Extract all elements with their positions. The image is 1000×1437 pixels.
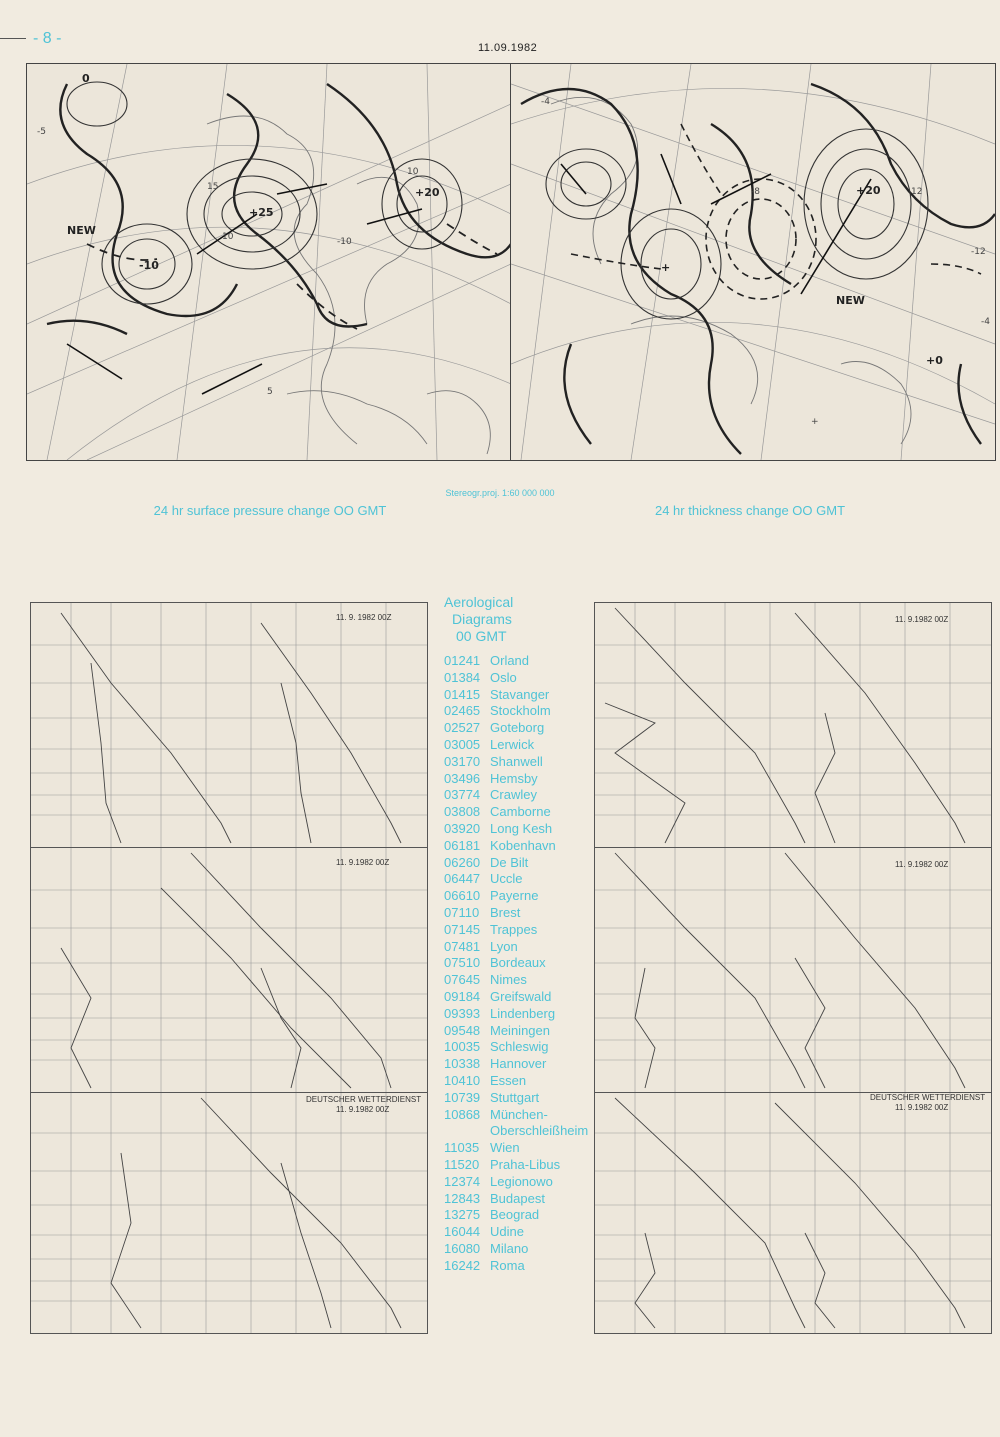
title-line-3: 00 GMT — [456, 628, 507, 644]
aerological-diagram-top-left — [30, 602, 428, 849]
station-row — [444, 720, 588, 737]
station-name: Orland — [490, 653, 530, 668]
station-row — [444, 838, 588, 855]
svg-text:-4: -4 — [541, 97, 550, 107]
station-id: 06260 — [444, 854, 481, 870]
station-name: De Bilt — [490, 854, 529, 870]
station-row — [444, 989, 588, 1006]
aerological-diagram-top-right — [594, 602, 992, 849]
station-row — [444, 1023, 588, 1040]
station-name: Essen — [490, 1072, 527, 1088]
svg-text:12: 12 — [911, 187, 923, 197]
station-id: 12843 — [444, 1190, 481, 1206]
station-row — [444, 871, 588, 888]
station-row — [444, 737, 588, 754]
station-id: 02465 — [444, 703, 481, 719]
svg-text:-4: -4 — [981, 317, 990, 327]
svg-text:+20: +20 — [415, 186, 440, 199]
station-row — [444, 1107, 588, 1124]
station-row — [444, 1157, 588, 1174]
station-name: Hannover — [490, 1056, 547, 1072]
diagram-date-label: 11. 9.1982 00Z — [336, 858, 390, 867]
svg-text:-8: -8 — [751, 187, 760, 197]
station-id: 02527 — [444, 720, 481, 736]
station-row — [444, 787, 588, 804]
svg-text:-12: -12 — [971, 247, 986, 257]
station-id: 11520 — [444, 1156, 480, 1172]
station-id: 13275 — [444, 1207, 481, 1223]
station-id: 16242 — [444, 1257, 481, 1273]
station-name: Schleswig — [490, 1039, 549, 1055]
station-id: 07145 — [444, 921, 481, 937]
diagram-grid — [595, 1093, 991, 1333]
station-row — [444, 804, 588, 821]
aerological-diagram-bottom-right — [594, 1092, 992, 1334]
station-name: Bordeaux — [490, 955, 546, 971]
svg-text:+0: +0 — [926, 354, 943, 367]
station-id: 03005 — [444, 736, 481, 752]
station-row — [444, 1174, 588, 1191]
station-name: Legionowo — [490, 1173, 553, 1189]
station-row — [444, 1006, 588, 1023]
station-row — [444, 855, 588, 872]
station-name: Oslo — [490, 669, 517, 685]
station-name: Roma — [490, 1257, 525, 1273]
station-name: Nimes — [490, 972, 527, 988]
diagram-grid — [595, 848, 991, 1093]
station-name: Hemsby — [490, 770, 538, 786]
diagram-grid — [31, 1093, 427, 1333]
station-name: Uccle — [490, 871, 523, 887]
dwd-label: DEUTSCHER WETTERDIENST — [870, 1093, 986, 1102]
station-name: Beograd — [490, 1207, 540, 1223]
station-list — [444, 653, 588, 1274]
station-row — [444, 922, 588, 939]
station-id: 03496 — [444, 770, 481, 786]
station-name: Praha-Libus — [490, 1156, 561, 1172]
station-name: Lerwick — [490, 736, 535, 752]
station-name: Budapest — [490, 1190, 545, 1206]
station-name: Camborne — [490, 804, 551, 820]
station-row — [444, 1140, 588, 1157]
station-id: 07110 — [444, 904, 480, 920]
station-id: 07645 — [444, 972, 481, 988]
station-row — [444, 1191, 588, 1208]
station-row — [444, 1207, 588, 1224]
title-line-2: Diagrams — [452, 611, 512, 627]
station-name: Stockholm — [490, 703, 551, 719]
svg-text:0: 0 — [82, 72, 90, 85]
svg-text:10: 10 — [222, 232, 234, 242]
station-id: 06610 — [444, 888, 481, 904]
svg-text:+: + — [661, 261, 671, 274]
station-id: 09548 — [444, 1022, 481, 1038]
station-id: 03170 — [444, 753, 481, 769]
right-map-caption: 24 hr thickness change OO GMT — [654, 503, 846, 518]
surface-pressure-change-map — [26, 63, 512, 461]
svg-text:15: 15 — [207, 182, 219, 192]
station-row — [444, 703, 588, 720]
station-id: 16080 — [444, 1240, 481, 1256]
station-row — [444, 1123, 588, 1140]
station-id: 09184 — [444, 988, 481, 1004]
dwd-label: DEUTSCHER WETTERDIENST — [306, 1095, 422, 1104]
aerological-diagram-middle-right — [594, 847, 992, 1094]
svg-text:+25: +25 — [249, 206, 274, 219]
svg-text:-5: -5 — [37, 127, 46, 137]
station-row — [444, 1090, 588, 1107]
station-name: Lindenberg — [490, 1005, 556, 1021]
station-row — [444, 1056, 588, 1073]
station-row — [444, 670, 588, 687]
station-row — [444, 1073, 588, 1090]
station-id: 12374 — [444, 1173, 481, 1189]
station-id: 10739 — [444, 1089, 481, 1105]
station-row — [444, 1258, 588, 1275]
station-id: 06447 — [444, 871, 481, 887]
station-name: Kobenhavn — [490, 837, 556, 853]
station-name: Lyon — [490, 938, 518, 954]
top-rule — [0, 38, 26, 39]
station-name: Stuttgart — [490, 1089, 540, 1105]
diagram-date-label: 11. 9.1982 00Z — [895, 615, 949, 624]
title-line-1: Aerological — [444, 594, 514, 610]
station-name: Trappes — [490, 921, 538, 937]
pressure-map-drawing — [27, 64, 511, 460]
station-id: 03920 — [444, 820, 481, 836]
station-id: 03808 — [444, 804, 481, 820]
diagram-grid — [31, 603, 427, 848]
station-id: 03774 — [444, 787, 481, 803]
diagram-date-label: 11. 9. 1982 00Z — [336, 613, 392, 622]
station-id: 11035 — [444, 1140, 480, 1156]
svg-text:-10: -10 — [139, 259, 159, 272]
station-id: 07510 — [444, 955, 481, 971]
station-row — [444, 1039, 588, 1056]
station-row — [444, 955, 588, 972]
svg-text:10: 10 — [407, 167, 419, 177]
station-id: 10338 — [444, 1056, 481, 1072]
station-name: Goteborg — [490, 720, 545, 736]
svg-text:-10: -10 — [337, 237, 352, 247]
station-row — [444, 1224, 588, 1241]
station-name: Long Kesh — [490, 820, 553, 836]
station-name: Stavanger — [490, 686, 550, 702]
svg-text:+: + — [811, 417, 819, 427]
svg-text:NEW: NEW — [836, 294, 865, 307]
svg-text:5: 5 — [267, 387, 273, 397]
station-row — [444, 771, 588, 788]
station-id: 16044 — [444, 1224, 481, 1240]
projection-note: Stereogr.proj. 1:60 000 000 — [445, 488, 555, 498]
thickness-change-map — [510, 63, 996, 461]
station-row — [444, 939, 588, 956]
station-name: München- — [490, 1106, 548, 1122]
station-id: 01415 — [444, 686, 481, 702]
thickness-map-drawing — [511, 64, 995, 460]
station-id: 01241 — [444, 653, 481, 668]
station-id: 10035 — [444, 1039, 481, 1055]
station-name: Milano — [490, 1240, 529, 1256]
diagram-date-label: 11. 9.1982 00Z — [336, 1105, 390, 1114]
station-row — [444, 653, 588, 670]
aerological-diagram-bottom-left — [30, 1092, 428, 1334]
diagram-grid — [595, 603, 991, 848]
station-id: 07481 — [444, 938, 481, 954]
diagram-grid — [31, 848, 427, 1093]
station-id: 10410 — [444, 1072, 481, 1088]
station-id: 09393 — [444, 1005, 481, 1021]
aerological-diagram-middle-left — [30, 847, 428, 1094]
station-id: 01384 — [444, 669, 481, 685]
station-id — [444, 1123, 490, 1140]
page-date: 11.09.1982 — [478, 42, 538, 54]
station-row — [444, 754, 588, 771]
station-name: Brest — [490, 904, 521, 920]
station-name: Wien — [490, 1140, 520, 1156]
diagram-date-label: 11. 9.1982 00Z — [895, 860, 949, 869]
station-name: Payerne — [490, 888, 539, 904]
station-id: 06181 — [444, 837, 481, 853]
svg-text:NEW: NEW — [67, 224, 96, 237]
station-row — [444, 972, 588, 989]
station-name: Udine — [490, 1224, 524, 1240]
station-name: Meiningen — [490, 1022, 550, 1038]
left-map-caption: 24 hr surface pressure change OO GMT — [153, 503, 387, 518]
diagram-date-label: 11. 9.1982 00Z — [895, 1103, 949, 1112]
station-row — [444, 821, 588, 838]
svg-text:+20: +20 — [856, 184, 881, 197]
station-name: Shanwell — [490, 753, 543, 769]
station-row — [444, 687, 588, 704]
station-row — [444, 905, 588, 922]
station-name: Greifswald — [490, 988, 552, 1004]
station-row — [444, 888, 588, 905]
station-id: 10868 — [444, 1106, 481, 1122]
aerological-diagrams-title — [444, 594, 513, 645]
station-name: Oberschleißheim — [490, 1123, 589, 1139]
station-name: Crawley — [490, 787, 537, 803]
station-row — [444, 1241, 588, 1258]
page-number: - 8 - — [33, 30, 62, 47]
